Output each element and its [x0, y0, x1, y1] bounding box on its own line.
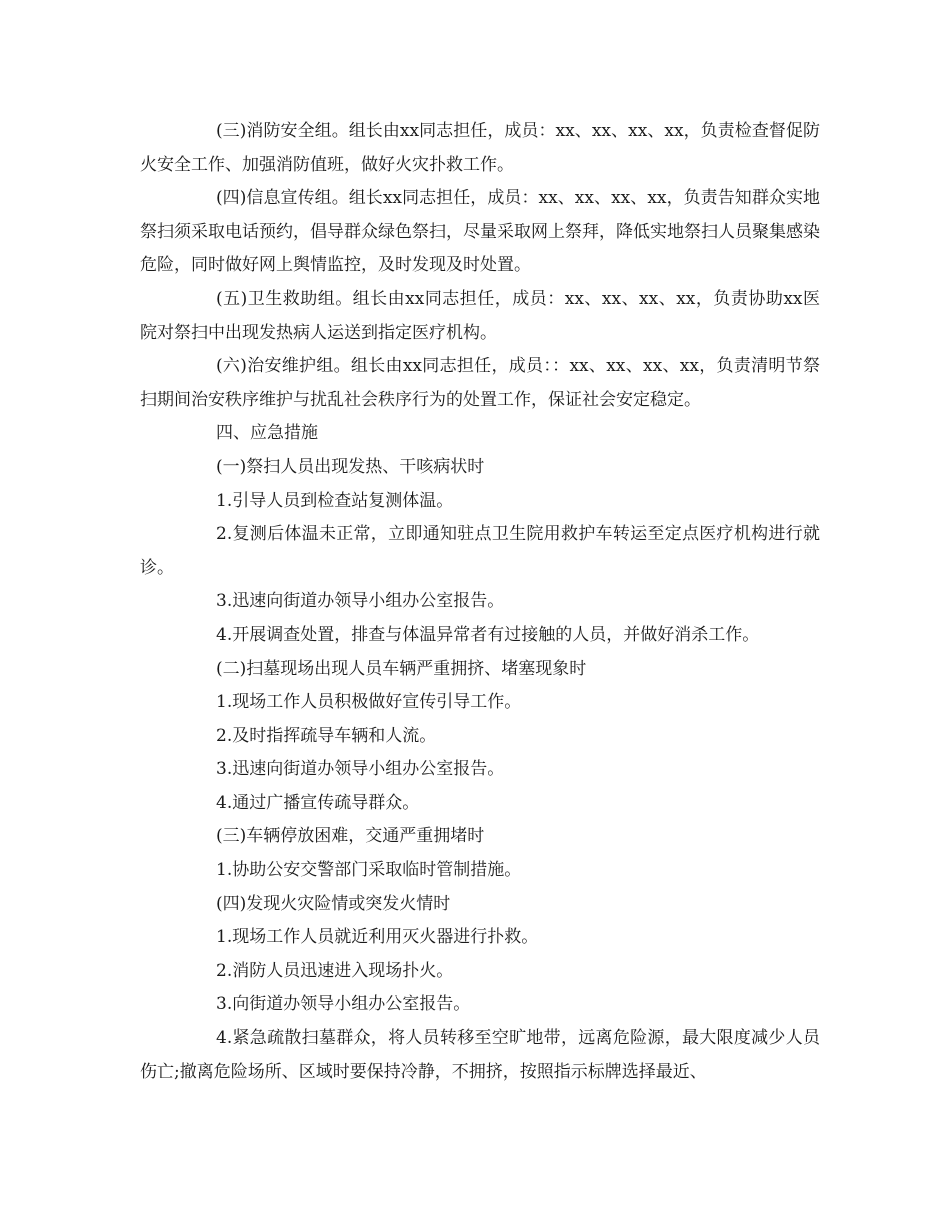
list-item: 2.复测后体温未正常，立即通知驻点卫生院用救护车转运至定点医疗机构进行就诊。: [140, 524, 820, 578]
subheading-crowding: (二)扫墓现场出现人员车辆严重拥挤、堵塞现象时: [216, 658, 587, 679]
list-item: 3.迅速向街道办领导小组办公室报告。: [216, 591, 505, 612]
paragraph-info-publicity-group: (四)信息宣传组。组长xx同志担任，成员：xx、xx、xx、xx，负责告知群众实地祭扫须采取电话预约，倡导群众绿色祭扫，尽量采取网上祭拜，降低实地祭扫人员聚集感染危险，同时做好网上舆情监控，及时发现及时处置。: [140, 188, 820, 276]
list-item: 3.迅速向街道办领导小组办公室报告。: [216, 759, 505, 780]
list-item: 4.通过广播宣传疏导群众。: [216, 792, 420, 813]
list-item: 1.协助公安交警部门采取临时管制措施。: [216, 860, 522, 881]
list-item: 2.及时指挥疏导车辆和人流。: [216, 725, 437, 746]
list-item: 3.向街道办领导小组办公室报告。: [216, 994, 471, 1015]
document-body: [140, 115, 820, 1089]
section-heading-emergency-measures: 四、应急措施: [216, 423, 318, 444]
list-item: 4.开展调查处置，排查与体温异常者有过接触的人员，并做好消杀工作。: [216, 624, 760, 645]
list-item: 2.消防人员迅速进入现场扑火。: [216, 960, 454, 981]
subheading-traffic-congestion: (三)车辆停放困难，交通严重拥堵时: [216, 826, 485, 847]
paragraph-fire-safety-group: (三)消防安全组。组长由xx同志担任，成员：xx、xx、xx、xx，负责检查督促防火安全工作、加强消防值班，做好火灾扑救工作。: [140, 121, 820, 175]
paragraph-public-security-group: (六)治安维护组。组长由xx同志担任，成员：：xx、xx、xx、xx，负责清明节祭扫期间治安秩序维护与扰乱社会秩序行为的处置工作，保证社会安定稳定。: [140, 356, 820, 410]
list-item: 1.引导人员到检查站复测体温。: [216, 490, 454, 511]
subheading-fire-emergency: (四)发现火灾险情或突发火情时: [216, 893, 451, 914]
subheading-fever-symptoms: (一)祭扫人员出现发热、干咳病状时: [216, 456, 485, 477]
list-item: 1.现场工作人员就近利用灭火器进行扑救。: [216, 927, 539, 948]
list-item: 1.现场工作人员积极做好宣传引导工作。: [216, 692, 522, 713]
paragraph-health-rescue-group: (五)卫生救助组。组长由xx同志担任，成员：xx、xx、xx、xx，负责协助xx医院对祭扫中出现发热病人运送到指定医疗机构。: [140, 288, 820, 343]
list-item: 4.紧急疏散扫墓群众，将人员转移至空旷地带，远离危险源，最大限度减少人员伤亡;撤离危险场所、区域时要保持冷静，不拥挤，按照指示标牌选择最近、: [140, 1028, 820, 1082]
